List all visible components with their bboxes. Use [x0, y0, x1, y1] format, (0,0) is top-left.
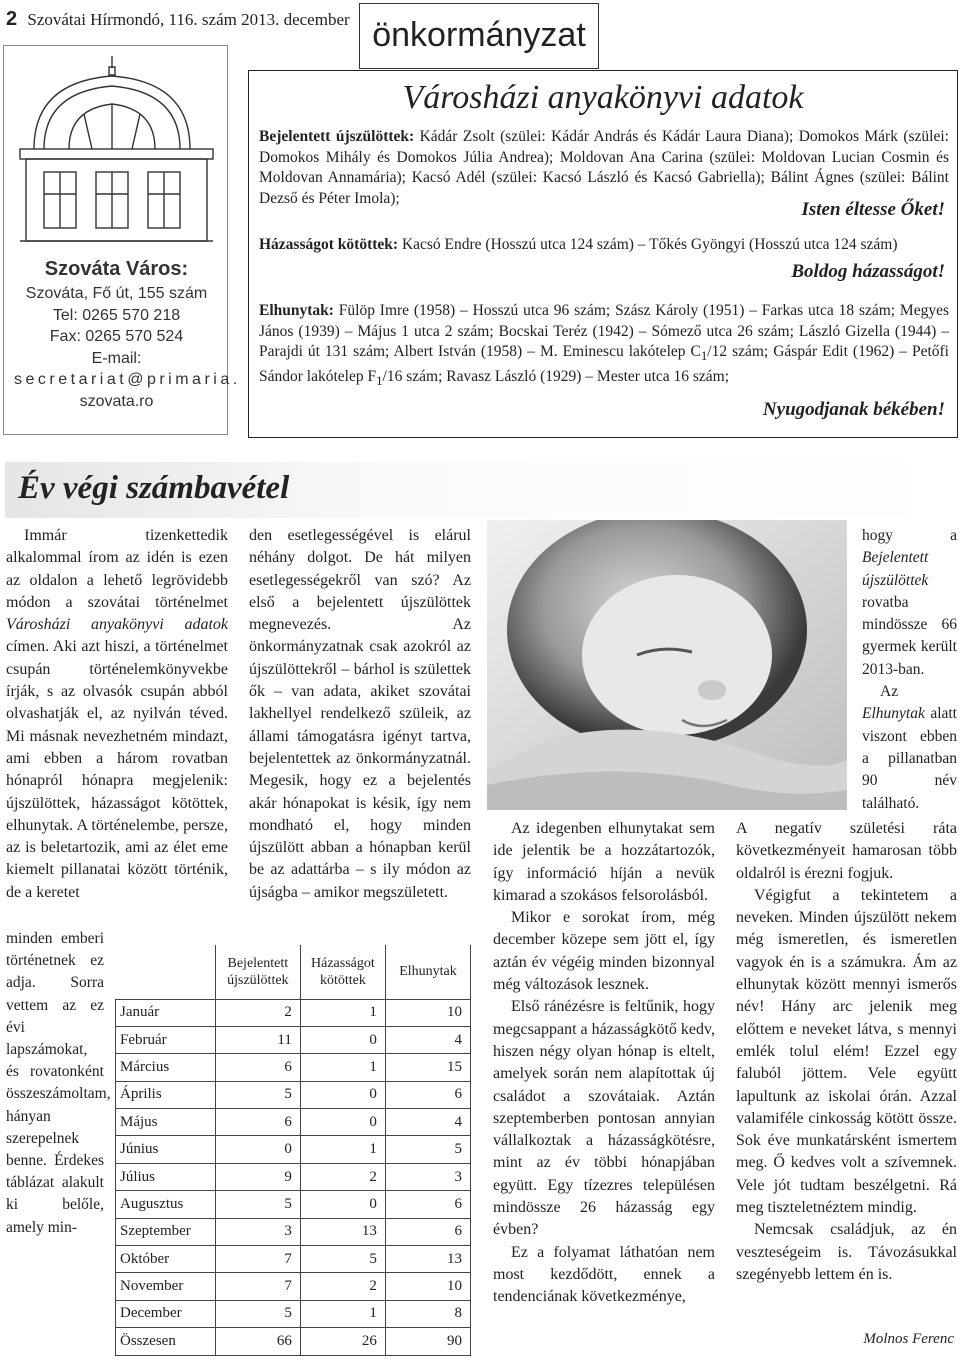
table-header-row	[116, 945, 471, 999]
table-row	[116, 1246, 471, 1273]
deaths-text-c: /16 szám; Ravasz László (1929) – Mester utca 16 szám;	[382, 367, 730, 385]
deaths-paragraph	[259, 301, 949, 391]
deaths-cell: 4	[385, 1026, 470, 1053]
city-address: Szováta, Fő út, 155 szám	[25, 285, 208, 302]
statistics-table-wrap	[115, 945, 471, 1350]
table-row	[116, 1273, 471, 1300]
births-cell: 9	[215, 1163, 300, 1190]
total-label-cell: Összesen	[116, 1328, 216, 1355]
marriages-cell: 1	[300, 1054, 385, 1081]
births-cell: 7	[215, 1273, 300, 1300]
marriages-cell: 0	[300, 1109, 385, 1136]
col3-paragraph-1: Az idegenben elhunytakat sem ide jelentik be a hozzátartozók, így információ híján a nevük kimarad a szokásos felsorolásból.	[493, 820, 715, 904]
city-title: Szováta Város:	[44, 258, 189, 280]
table-row	[116, 999, 471, 1026]
col4-italic-2: Elhunytak	[862, 705, 925, 723]
col4-narrow-paragraph-1	[862, 525, 957, 681]
month-cell: Június	[116, 1136, 216, 1163]
table-row	[116, 1109, 471, 1136]
table-row	[116, 1191, 471, 1218]
deaths-text-b: /12 szám; Gáspár Edit (1962) – Petőfi Sándor lakótelep F	[259, 343, 949, 385]
deaths-sub-2: 1	[376, 372, 383, 388]
city-hall-illustration	[14, 54, 219, 244]
col1-italic: Városházi anyakönyvi adatok	[6, 616, 228, 634]
month-cell: Július	[116, 1163, 216, 1190]
col4-text-a: hogy a	[862, 527, 957, 544]
table-row	[116, 1054, 471, 1081]
deaths-cell: 10	[385, 999, 470, 1026]
marriages-cell: 0	[300, 1026, 385, 1053]
page-header	[6, 8, 350, 31]
births-cell: 0	[215, 1136, 300, 1163]
deaths-cell: 6	[385, 1218, 470, 1245]
month-cell: Május	[116, 1109, 216, 1136]
deaths-text-a: Fülöp Imre (1958) – Hosszú utca 96 szám; Szász Károly (1951) – Farkas utca 18 szám; Megyes János (1939) – Május 1 utca 2 szám; Bocskai Teréz (1942) – Sómező utca 26 szám; László Gizella (1944) – Parajdi út 131 szám; Albert István (1958) – M. Eminescu lakótelep C	[259, 302, 949, 360]
deaths-sub-1: 1	[700, 348, 708, 364]
deaths-cell: 5	[385, 1136, 470, 1163]
marriages-cell: 5	[300, 1246, 385, 1273]
article-column-1	[6, 525, 228, 904]
deaths-cell: 8	[385, 1300, 470, 1327]
registry-title: Városházi anyakönyvi adatok	[402, 79, 804, 116]
births-label: Bejelentett újszülöttek:	[259, 128, 415, 145]
col4-text-b: rovatba mindössze 66 gyermek került 2013-ban.	[862, 593, 957, 678]
col3-paragraph-2: Mikor e sorokat írom, még december közepe sem jött el, így aztán év végéig minden bizonnyal még változások lesznek.	[493, 909, 715, 994]
deaths-cell: 6	[385, 1081, 470, 1108]
city-fax: Fax: 0265 570 524	[49, 328, 184, 345]
city-phone: Tel: 0265 570 218	[52, 306, 181, 324]
col3-paragraph-4: Ez a folyamat láthatóan nem most kezdődött, ennek a tendenciának következménye,	[493, 1243, 715, 1306]
col-header-births: Bejelentett újszülöttek	[215, 945, 300, 999]
deaths-cell: 6	[385, 1191, 470, 1218]
table-row	[116, 1081, 471, 1108]
col1-text-a: Immár tizenkettedik alkalommal írom az idén is ezen az oldalon a lehető legrövidebb módon a szovátai történelmet	[6, 527, 228, 611]
city-email-label: E-mail:	[91, 349, 142, 367]
deaths-label: Elhunytak:	[259, 302, 334, 319]
publication-name: Szovátai Hírmondó, 116. szám 2013. december	[27, 10, 350, 29]
marriages-label: Házasságot kötöttek:	[259, 236, 399, 253]
col4-paragraph-2: Végigfut a tekintetem a neveken. Minden újszülött nekem még ismeretlen, és ismeretlen vagyok én is a számukra. Ám az elhunytak között mennyi ismerős név! Hány arc jelenik meg előttem e neveket látva, s mennyi emlék tolul elém! Ezzel egy faluból jöttem. Vele együtt lapultunk az iskolai órán. Azzal valamiféle cinkosság kötött össze. Sok éve munkatársként ismertem meg. Ő kedves volt a szívemnek. Vele jót tudtam beszélgetni. Rá meg tiszteletnéztem mindig.	[736, 886, 957, 1217]
month-cell: November	[116, 1273, 216, 1300]
births-cell: 7	[215, 1246, 300, 1273]
col3-paragraph-3: Első ránézésre is feltűnik, hogy megcsappant a házasságkötő kedv, hiszen négy olyan hónap is eltelt, amelyek során nem alapítottak új családot a szovátaiak. Aztán szeptemberben pontosan annyian vállalkoztak a házasságkötésre, mint az év többi hónapjában együtt. Egy tízezres településen mindössze 26 házasság egy évben?	[493, 998, 715, 1239]
col1-narrow-paragraph: minden emberi történetnek ez adja. Sorra vettem az ez évi lapszámokat, és rovatonként összeszámoltam, hányan szerepelnek benne. Érdekes táblázat alakult ki belőle, amely min-	[6, 930, 111, 1236]
page-number: 2	[6, 8, 18, 30]
births-cell: 2	[215, 999, 300, 1026]
article-column-3	[493, 818, 715, 1309]
table-row	[116, 1163, 471, 1190]
births-text: Kádár Zsolt (szülei: Kádár András és Kádár Laura Diana); Domokos Márk (szülei: Domokos Mihály és Domokos Júlia Andrea); Moldovan Ana Carina (szülei: Moldovan Lucian Cosmin és Moldovan Annamária); Kacsó Adél (szülei: Kacsó László és Kacsó Gabriella); Bálint Ágnes (szülei: Bálint Dezső és Péter Imola);	[259, 128, 949, 207]
marriages-wish: Boldog házasságot!	[791, 261, 945, 282]
article-column-2	[249, 525, 471, 904]
marriages-cell: 13	[300, 1218, 385, 1245]
section-title: önkormányzat	[359, 3, 599, 69]
marriages-cell: 1	[300, 999, 385, 1026]
col4-text-c: Az	[880, 683, 899, 701]
table-corner	[116, 945, 216, 999]
deaths-cell: 10	[385, 1273, 470, 1300]
city-email-line1: secretariat@primaria.	[14, 371, 241, 388]
table-row	[116, 1026, 471, 1053]
deaths-cell: 15	[385, 1054, 470, 1081]
table-row	[116, 1136, 471, 1163]
births-cell: 3	[215, 1218, 300, 1245]
marriages-cell: 2	[300, 1273, 385, 1300]
table-row	[116, 1300, 471, 1327]
month-cell: Október	[116, 1246, 216, 1273]
month-cell: December	[116, 1300, 216, 1327]
registry-panel	[248, 70, 958, 438]
births-cell: 6	[215, 1109, 300, 1136]
total-births-cell: 66	[215, 1328, 300, 1355]
births-cell: 5	[215, 1081, 300, 1108]
deaths-wish: Nyugodjanak békében!	[762, 399, 945, 420]
marriages-cell: 1	[300, 1136, 385, 1163]
statistics-table	[115, 945, 471, 1356]
month-cell: Február	[116, 1026, 216, 1053]
births-cell: 5	[215, 1300, 300, 1327]
article-column-1-narrow	[6, 928, 111, 1239]
article-title: Év végi számbavétel	[18, 470, 290, 506]
births-paragraph	[259, 127, 949, 209]
col4-text-d: alatt viszont ebben a pillanatban 90 név található.	[862, 705, 957, 812]
col-header-deaths: Elhunytak	[385, 945, 470, 999]
col2-paragraph: den esetlegességével is elárul néhány dolgot. De hát milyen esetlegességekről van szó? Az első a bejelentett újszülöttek megnevezés. Az önkormányzatnak csak azokról az újszülöttekről – bárhol is születtek ők – van adata, akiket szovátai lakhellyel rendelkező szüleik, az állami támogatásra igényt tartva, bejelentettek az önkormányzatnál. Megesik, hogy ez a bejelentés akár hónapokat is késik, így nem mondható el, hogy minden újszülött abban a hónapban kerül be az adattárba – s ily módon az újságba – amikor megszületett.	[249, 527, 471, 901]
article-author: Molnos Ferenc	[863, 1331, 954, 1347]
total-marriages-cell: 26	[300, 1328, 385, 1355]
article-column-4-narrow	[862, 525, 957, 815]
deaths-cell: 3	[385, 1163, 470, 1190]
marriages-text: Kacsó Endre (Hosszú utca 124 szám) – Tőkés Gyöngyi (Hosszú utca 124 szám)	[398, 236, 898, 253]
table-row	[116, 1218, 471, 1245]
births-cell: 11	[215, 1026, 300, 1053]
month-cell: Augusztus	[116, 1191, 216, 1218]
month-cell: Március	[116, 1054, 216, 1081]
marriages-cell: 0	[300, 1081, 385, 1108]
table-total-row	[116, 1328, 471, 1355]
marriages-cell: 1	[300, 1300, 385, 1327]
month-cell: Április	[116, 1081, 216, 1108]
marriages-cell: 0	[300, 1191, 385, 1218]
total-deaths-cell: 90	[385, 1328, 470, 1355]
sleeping-baby-photo	[487, 520, 847, 810]
births-cell: 5	[215, 1191, 300, 1218]
month-cell: Január	[116, 999, 216, 1026]
col4-narrow-paragraph-2	[862, 681, 957, 815]
deaths-cell: 4	[385, 1109, 470, 1136]
month-cell: Szeptember	[116, 1218, 216, 1245]
col4-italic-1: Bejelentett újszülöttek	[862, 549, 929, 589]
col4-paragraph-3: Nemcsak családjuk, az én veszteségeim is. Távozásukkal szegényebb lettem én is.	[736, 1221, 957, 1283]
births-wish: Isten éltesse Őket!	[801, 199, 945, 220]
city-email-line2: szovata.ro	[79, 392, 154, 410]
city-contact-block	[14, 258, 241, 412]
deaths-cell: 13	[385, 1246, 470, 1273]
col-header-marriages: Házasságot kötöttek	[300, 945, 385, 999]
col1-paragraph	[6, 525, 228, 904]
marriages-cell: 2	[300, 1163, 385, 1190]
births-cell: 6	[215, 1054, 300, 1081]
col4-paragraph-1: A negatív születési ráta következményeit hamarosan több oldalról is érezni fogjuk.	[736, 820, 957, 882]
city-info-panel	[3, 45, 241, 435]
marriages-paragraph	[259, 235, 949, 256]
col1-text-b: címen. Aki azt hiszi, a történelmet csupán történelemkönyvekbe írják, s az olvasók csupán abból olvashatják el, az nyilván téved. Mi másnak nevezhetném mindazt, ami ebben a három rovatban hónapról hónapra megjelenik: újszülöttek, házasságot kötöttek, elhunytak. A történelembe, persze, az is beletartozik, ami az élet eme kiemelt pillanatai között történik, de a keretet	[6, 638, 228, 901]
article-column-4	[736, 818, 957, 1286]
